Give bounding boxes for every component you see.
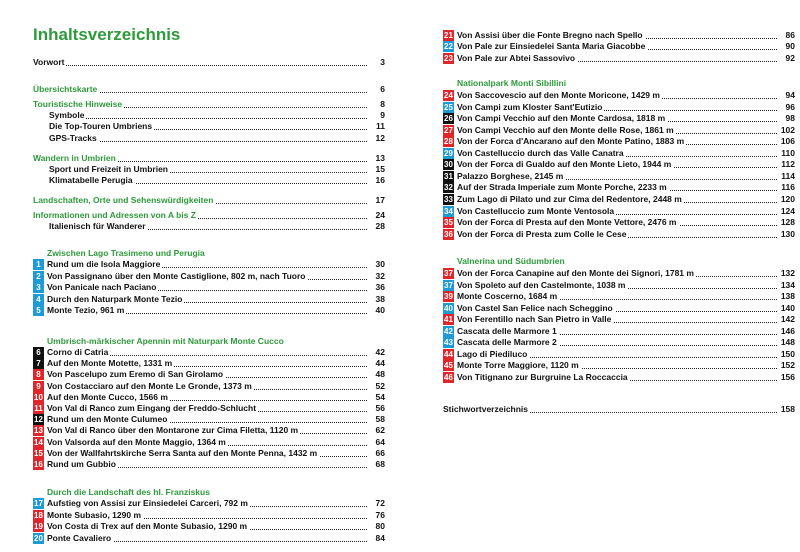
page-number: 158 <box>780 404 795 414</box>
page-number: 17 <box>375 195 385 205</box>
tour-entry[interactable] <box>443 280 795 291</box>
entry-title: Lago di Piediluco <box>443 349 529 360</box>
page-number: 148 <box>780 337 795 348</box>
page-number: 8 <box>380 99 385 109</box>
tour-entry[interactable] <box>33 510 385 521</box>
tour-number-badge: 23 <box>444 53 453 63</box>
tour-number-badge: 46 <box>444 372 453 382</box>
entry-title: Vorwort <box>33 57 65 67</box>
page-number: 134 <box>780 279 795 290</box>
tour-number-badge: 18 <box>34 510 43 520</box>
page-number: 98 <box>785 113 795 124</box>
entry-title: Von Val di Ranco über den Montarone zur Cima Filetta, 1120 m <box>33 425 300 436</box>
tour-entry[interactable] <box>33 347 385 358</box>
entry-title: Sport und Freizeit in Umbrien <box>33 164 170 175</box>
entry-title: Von Pale zur Einsiedelei Santa Maria Giacobbe <box>443 41 647 52</box>
tour-number-badge: 43 <box>444 338 453 348</box>
toc-entry[interactable] <box>33 221 385 232</box>
entry-title: Durch den Naturpark Monte Tezio <box>33 294 184 305</box>
tour-entry[interactable] <box>443 291 795 302</box>
page-number: 62 <box>375 425 385 436</box>
tour-number-badge: 25 <box>444 102 453 112</box>
tour-entry[interactable] <box>443 194 795 205</box>
tour-entry[interactable] <box>443 125 795 136</box>
page-number: 124 <box>780 205 795 216</box>
page-number: 13 <box>375 153 385 163</box>
page-number: 52 <box>375 380 385 391</box>
page-number: 58 <box>375 414 385 425</box>
tour-number-badge: 31 <box>444 171 453 181</box>
page-number: 150 <box>780 348 795 359</box>
tour-entry[interactable] <box>33 414 385 425</box>
page-number: 132 <box>780 268 795 278</box>
entry-title: Ponte Cavaliero <box>33 533 113 544</box>
page-number: 156 <box>780 371 795 382</box>
tour-entry[interactable] <box>33 271 385 282</box>
tour-number-badge: 26 <box>444 114 453 124</box>
page-number: 146 <box>780 325 795 336</box>
tour-number-badge: 9 <box>33 381 44 392</box>
tour-number-badge: 28 <box>444 137 453 147</box>
tour-number-badge: 6 <box>33 347 44 358</box>
tour-entry[interactable] <box>33 259 385 270</box>
tour-number-badge: 5 <box>33 305 44 316</box>
toc-entry[interactable] <box>33 153 385 164</box>
tour-entry[interactable] <box>443 136 795 147</box>
tour-entry[interactable] <box>443 30 795 41</box>
tour-entry[interactable] <box>443 41 795 52</box>
tour-number-badge: 7 <box>33 358 44 369</box>
page-number: 92 <box>785 52 795 63</box>
tour-number-badge: 16 <box>34 460 43 469</box>
section-heading: Durch die Landschaft des hl. Franziskus <box>47 487 210 497</box>
tour-entry[interactable] <box>443 206 795 217</box>
page-number: 48 <box>375 369 385 380</box>
entry-title: Palazzo Borghese, 2145 m <box>443 171 565 182</box>
entry-title: Auf den Monte Motette, 1331 m <box>33 358 174 369</box>
entry-title: Zum Lago di Pilato und zur Cima del Redentore, 2448 m <box>443 194 684 205</box>
tour-number-badge: 40 <box>444 303 453 313</box>
entry-title: Von der Forca Canapine auf den Monte dei Signori, 1781 m <box>443 268 696 279</box>
tour-number-badge: 37 <box>444 280 453 290</box>
entry-title: Von der Forca di Gualdo auf den Monte Lieto, 1944 m <box>443 159 673 170</box>
page-number: 6 <box>380 84 385 94</box>
page-number: 54 <box>375 391 385 402</box>
tour-entry[interactable] <box>443 148 795 159</box>
entry-title: Von Costa di Trex auf den Monte Subasio, 1290 m <box>33 521 249 532</box>
toc-entry[interactable] <box>33 110 385 121</box>
toc-entry[interactable] <box>33 121 385 132</box>
page-number: 130 <box>780 228 795 239</box>
entry-title: Von Panicale nach Paciano <box>33 282 158 293</box>
toc-entry[interactable] <box>33 195 385 206</box>
entry-title: Von Titignano zur Burgruine La Roccaccia <box>443 372 630 383</box>
toc-entry[interactable] <box>33 164 385 175</box>
page-number: 30 <box>375 259 385 269</box>
toc-entry[interactable] <box>33 175 385 186</box>
tour-entry[interactable] <box>33 381 385 392</box>
tour-number-badge: 44 <box>444 349 453 359</box>
entry-title: Von Pascelupo zum Eremo di San Girolamo <box>33 369 225 380</box>
tour-number-badge: 42 <box>444 326 453 336</box>
tour-entry[interactable] <box>443 90 795 101</box>
entry-title: Von der Forca di Presta auf den Monte Vettore, 2476 m <box>443 217 679 228</box>
entry-title: Von Valsorda auf den Monte Maggio, 1364 m <box>33 437 228 448</box>
section-heading: Zwischen Lago Trasimeno und Perugia <box>47 248 205 258</box>
entry-title: Von der Forca d'Ancarano auf den Monte Patino, 1883 m <box>443 136 686 147</box>
toc-entry[interactable] <box>33 99 385 110</box>
tour-entry[interactable] <box>33 392 385 403</box>
page-number: 16 <box>375 175 385 185</box>
page-number: 32 <box>375 270 385 281</box>
tour-number-badge: 32 <box>444 183 453 193</box>
page-number: 11 <box>376 121 385 131</box>
tour-number-badge: 15 <box>34 448 43 458</box>
page-number: 140 <box>780 302 795 313</box>
page-number: 38 <box>375 293 385 304</box>
tour-entry[interactable] <box>33 437 385 448</box>
page-number: 86 <box>785 30 795 40</box>
entry-title: Von Castelluccio zum Monte Ventosola <box>443 206 616 217</box>
tour-entry[interactable] <box>443 268 795 279</box>
entry-title: Stichwortverzeichnis <box>443 404 529 414</box>
tour-number-badge: 12 <box>34 415 43 425</box>
entry-title: Informationen und Adressen von A bis Z <box>33 210 196 220</box>
toc-entry[interactable] <box>33 57 385 68</box>
entry-title: Von Pale zur Abtei Sassovivo <box>443 53 577 64</box>
page-number: 106 <box>780 136 795 147</box>
tour-entry[interactable] <box>33 305 385 316</box>
entry-title: Von Castel San Felice nach Scheggino <box>443 303 615 314</box>
tour-entry[interactable] <box>33 294 385 305</box>
tour-entry[interactable] <box>443 113 795 124</box>
page-number: 72 <box>375 498 385 508</box>
page-number: 3 <box>380 57 385 67</box>
page-number: 90 <box>785 41 795 52</box>
tour-entry[interactable] <box>443 217 795 228</box>
tour-entry[interactable] <box>33 459 385 470</box>
page-number: 64 <box>375 436 385 447</box>
tour-entry[interactable] <box>443 303 795 314</box>
tour-number-badge: 19 <box>34 522 43 531</box>
entry-title: Wandern in Umbrien <box>33 153 116 163</box>
entry-title: Von Saccovescio auf den Monte Moricone, 1429 m <box>443 90 662 101</box>
tour-number-badge: 10 <box>34 392 43 402</box>
tour-entry[interactable] <box>443 372 795 383</box>
page-number: 12 <box>375 133 385 143</box>
entry-title: Rund um Gubbio <box>33 459 118 470</box>
entry-title: Von Spoleto auf den Castelmonte, 1038 m <box>443 280 627 291</box>
page-number: 114 <box>781 170 795 181</box>
entry-title: Touristische Hinweise <box>33 99 123 109</box>
entry-title: Corno di Catria <box>33 347 110 358</box>
tour-number-badge: 37 <box>444 269 453 278</box>
entry-title: Monte Subasio, 1290 m <box>33 510 143 521</box>
entry-title: Cascata delle Marmore 2 <box>443 337 559 348</box>
page-number: 116 <box>781 182 795 193</box>
tour-number-badge: 3 <box>33 282 44 293</box>
entry-title: Symbole <box>33 110 86 121</box>
tour-entry[interactable] <box>33 448 385 459</box>
entry-title: Cascata delle Marmore 1 <box>443 326 559 337</box>
tour-entry[interactable] <box>443 360 795 371</box>
page-number: 120 <box>780 193 795 204</box>
entry-title: Von Castelluccio durch das Valle Canatra <box>443 148 626 159</box>
entry-title: Übersichtskarte <box>33 84 98 94</box>
entry-title: Von Campi Vecchio auf den Monte delle Rose, 1861 m <box>443 125 676 136</box>
entry-title: Aufstieg von Assisi zur Einsiedelei Carceri, 792 m <box>33 498 250 509</box>
page-number: 138 <box>780 291 795 302</box>
tour-number-badge: 2 <box>33 271 44 282</box>
page-number: 42 <box>375 347 385 357</box>
tour-number-badge: 24 <box>444 91 453 100</box>
tour-number-badge: 30 <box>444 160 453 170</box>
tour-number-badge: 1 <box>33 259 44 270</box>
tour-entry[interactable] <box>33 282 385 293</box>
tour-number-badge: 39 <box>444 292 453 302</box>
tour-entry[interactable] <box>443 159 795 170</box>
page-number: 24 <box>375 210 385 220</box>
tour-number-badge: 29 <box>444 148 453 158</box>
tour-entry[interactable] <box>33 369 385 380</box>
tour-number-badge: 33 <box>444 194 453 204</box>
dot-leader <box>33 65 367 66</box>
page-number: 128 <box>780 217 795 228</box>
entry-title: Monte Coscerno, 1684 m <box>443 291 559 302</box>
tour-number-badge: 4 <box>33 294 44 305</box>
entry-title: Monte Tezio, 961 m <box>33 305 126 316</box>
page-number: 28 <box>375 221 385 231</box>
entry-title: Von der Wallfahrtskirche Serra Santa auf den Monte Penna, 1432 m <box>33 448 319 459</box>
tour-number-badge: 35 <box>444 218 453 228</box>
entry-title: GPS-Tracks <box>33 133 99 144</box>
entry-title: Von Campi Vecchio auf den Monte Cardosa, 1818 m <box>443 113 667 124</box>
tour-entry[interactable] <box>443 171 795 182</box>
tour-number-badge: 34 <box>444 206 453 216</box>
entry-title: Von Campi zum Kloster Sant'Eutizio <box>443 102 604 113</box>
tour-number-badge: 14 <box>34 437 43 447</box>
tour-number-badge: 45 <box>444 361 453 371</box>
tour-number-badge: 41 <box>444 315 453 325</box>
tour-entry[interactable] <box>443 349 795 360</box>
toc-entry[interactable] <box>33 210 385 221</box>
tour-entry[interactable] <box>33 498 385 509</box>
entry-title: Von Ferentillo nach San Pietro in Valle <box>443 314 613 325</box>
tour-entry[interactable] <box>443 314 795 325</box>
tour-entry[interactable] <box>443 182 795 193</box>
tour-number-badge: 21 <box>444 31 453 40</box>
tour-number-badge: 36 <box>444 229 453 239</box>
tour-number-badge: 8 <box>33 369 44 380</box>
entry-title: Von Assisi über die Fonte Bregno nach Spello <box>443 30 645 41</box>
page-number: 80 <box>375 521 385 531</box>
page-number: 76 <box>375 509 385 520</box>
tour-number-badge: 22 <box>444 42 453 52</box>
entry-title: Landschaften, Orte und Sehenswürdigkeiten <box>33 195 214 205</box>
entry-title: Klimatabelle Perugia <box>33 175 135 186</box>
tour-entry[interactable] <box>33 521 385 532</box>
tour-entry[interactable] <box>443 102 795 113</box>
entry-title: Auf der Strada Imperiale zum Monte Porche, 2233 m <box>443 182 669 193</box>
page-number: 36 <box>375 282 385 292</box>
entry-title: Italienisch für Wanderer <box>33 221 148 232</box>
tour-entry[interactable] <box>443 53 795 64</box>
entry-title: Auf den Monte Cucco, 1566 m <box>33 392 170 403</box>
entry-title: Monte Torre Maggiore, 1120 m <box>443 360 581 371</box>
tour-entry[interactable] <box>33 425 385 436</box>
tour-number-badge: 20 <box>34 533 43 543</box>
entry-title: Von Costacciaro auf den Monte Le Gronde, 1373 m <box>33 381 254 392</box>
page-title: Inhaltsverzeichnis <box>33 25 181 44</box>
tour-number-badge: 17 <box>34 499 43 508</box>
entry-title: Rund um den Monte Culumeo <box>33 414 169 425</box>
tour-number-badge: 11 <box>34 404 43 413</box>
tour-entry[interactable] <box>443 229 795 240</box>
page-number: 44 <box>375 358 385 369</box>
entry-title: Von Val di Ranco zum Eingang der Freddo-Schlucht <box>33 403 258 414</box>
page-number: 68 <box>375 459 385 469</box>
entry-title: Von Passignano über den Monte Castiglione, 802 m, nach Tuoro <box>33 271 308 282</box>
tour-entry[interactable] <box>443 326 795 337</box>
tour-number-badge: 13 <box>34 426 43 436</box>
page-number: 142 <box>780 314 795 325</box>
page-number: 152 <box>780 360 795 371</box>
toc-entry[interactable] <box>443 404 795 415</box>
tour-number-badge: 27 <box>444 125 453 135</box>
tour-entry[interactable] <box>33 403 385 414</box>
page-number: 102 <box>780 124 795 135</box>
tour-entry[interactable] <box>33 533 385 544</box>
page-number: 112 <box>781 159 795 170</box>
entry-title: Von der Forca di Presta zum Colle le Cese <box>443 229 628 240</box>
page-number: 94 <box>785 90 795 100</box>
section-heading: Valnerina und Südumbrien <box>457 256 565 266</box>
entry-title: Rund um die Isola Maggiore <box>33 259 162 270</box>
section-heading: Umbrisch-märkischer Apennin mit Naturpark Monte Cucco <box>47 336 284 346</box>
page-number: 15 <box>375 164 385 174</box>
page-number: 110 <box>781 147 795 158</box>
page-number: 84 <box>375 532 385 543</box>
tour-entry[interactable] <box>443 337 795 348</box>
section-heading: Nationalpark Monti Sibillini <box>457 78 567 88</box>
page-number: 9 <box>380 110 385 120</box>
toc-entry[interactable] <box>33 84 385 95</box>
entry-title: Die Top-Touren Umbriens <box>33 121 154 132</box>
toc-entry[interactable] <box>33 133 385 144</box>
page-number: 40 <box>375 305 385 315</box>
tour-entry[interactable] <box>33 358 385 369</box>
page-number: 56 <box>375 403 385 413</box>
page-number: 66 <box>375 447 385 458</box>
page-number: 96 <box>785 101 795 112</box>
